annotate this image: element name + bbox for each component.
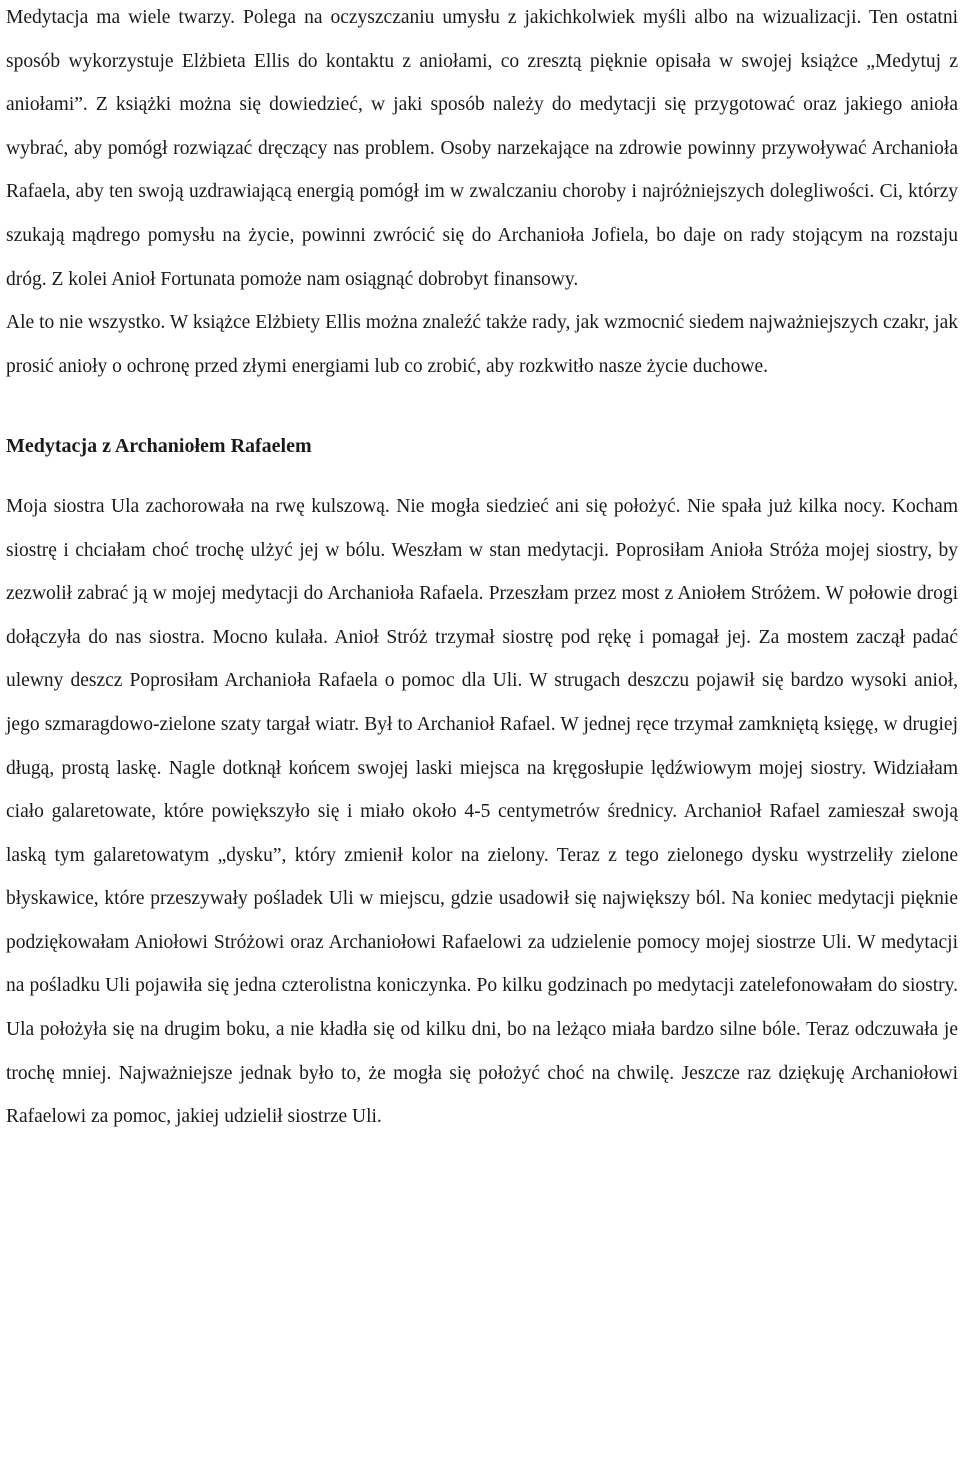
document-page [6,0,958,1139]
section-heading: Medytacja z Archaniołem Rafaelem [6,435,312,458]
intro-paragraph-continued: Ale to nie wszystko. W książce Elżbiety Ellis można znaleźć także rady, jak wzmocnić siedem najważniejszych czakr, jak prosić anioły o ochronę przed złymi energiami lub co zrobić, aby rozkwitło nasze życie duchowe. [6,312,958,377]
story-paragraph: Moja siostra Ula zachorowała na rwę kulszową. Nie mogła siedzieć ani się położyć. Nie spała już kilka nocy. Kocham siostrę i chciałam choć trochę ulżyć jej w bólu. Weszłam w stan medytacji. Poprosiłam Anioła Stróża mojej siostry, by zezwolił zabrać ją w mojej medytacji do Archanioła Rafaela. Przeszłam przez most z Aniołem Stróżem. W połowie drogi dołączyła do nas siostra. Mocno kulała. Anioł Stróż trzymał siostrę pod rękę i pomagał jej. Za mostem zaczął padać ulewny deszcz Poprosiłam Archanioła Rafaela o pomoc dla Uli. W strugach deszczu pojawił się bardzo wysoki anioł, jego szmaragdowo-zielone szaty targał wiatr. Był to Archanioł Rafael. W jednej ręce trzymał zamkniętą księgę, w drugiej długą, prostą laskę. Nagle dotknął końcem swojej laski miejsca na kręgosłupie lędźwiowym mojej siostry. Widziałam ciało galaretowate, które powiększyło się i miało około 4-5 centymetrów średnicy. Archanioł Rafael zamieszał swoją laską tym galaretowatym „dysku”, który zmienił kolor na zielony. Teraz z tego zielonego dysku wystrzeliły zielone błyskawice, które przeszywały pośladek Uli w miejscu, gdzie usadowił się największy ból. Na koniec medytacji pięknie podziękowałam Aniołowi Stróżowi oraz Archaniołowi Rafaelowi za udzielenie pomocy mojej siostrze Uli. W medytacji na pośladku Uli pojawiła się jedna czterolistna koniczynka. Po kilku godzinach po medytacji zatelefonowałam do siostry. Ula położyła się na drugim boku, a nie kładła się od kilku dni, bo na leżąco miała bardzo silne bóle. Teraz odczuwała je trochę mniej. Najważniejsze jednak było to, że mogła się położyć choć na chwilę. Jeszcze raz dziękuję Archaniołowi Rafaelowi za pomoc, jakiej udzielił siostrze Uli. [6,495,958,1128]
intro-paragraph: Medytacja ma wiele twarzy. Polega na oczyszczaniu umysłu z jakichkolwiek myśli albo na wizualizacji. Ten ostatni sposób wykorzystuje Elżbieta Ellis do kontaktu z aniołami, co zresztą pięknie opisała w swojej książce „Medytuj z aniołami”. Z książki można się dowiedzieć, w jaki sposób należy do medytacji się przygotować oraz jakiego anioła wybrać, aby pomógł rozwiązać dręczący nas problem. Osoby narzekające na zdrowie powinny przywoływać Archanioła Rafaela, aby ten swoją uzdrawiającą energią pomógł im w zwalczaniu choroby i najróżniejszych dolegliwości. Ci, którzy szukają mądrego pomysłu na życie, powinni zwrócić się do Archanioła Jofiela, bo daje on rady stojącym na rozstaju dróg. Z kolei Anioł Fortunata pomoże nam osiągnąć dobrobyt finansowy. [6,7,958,290]
